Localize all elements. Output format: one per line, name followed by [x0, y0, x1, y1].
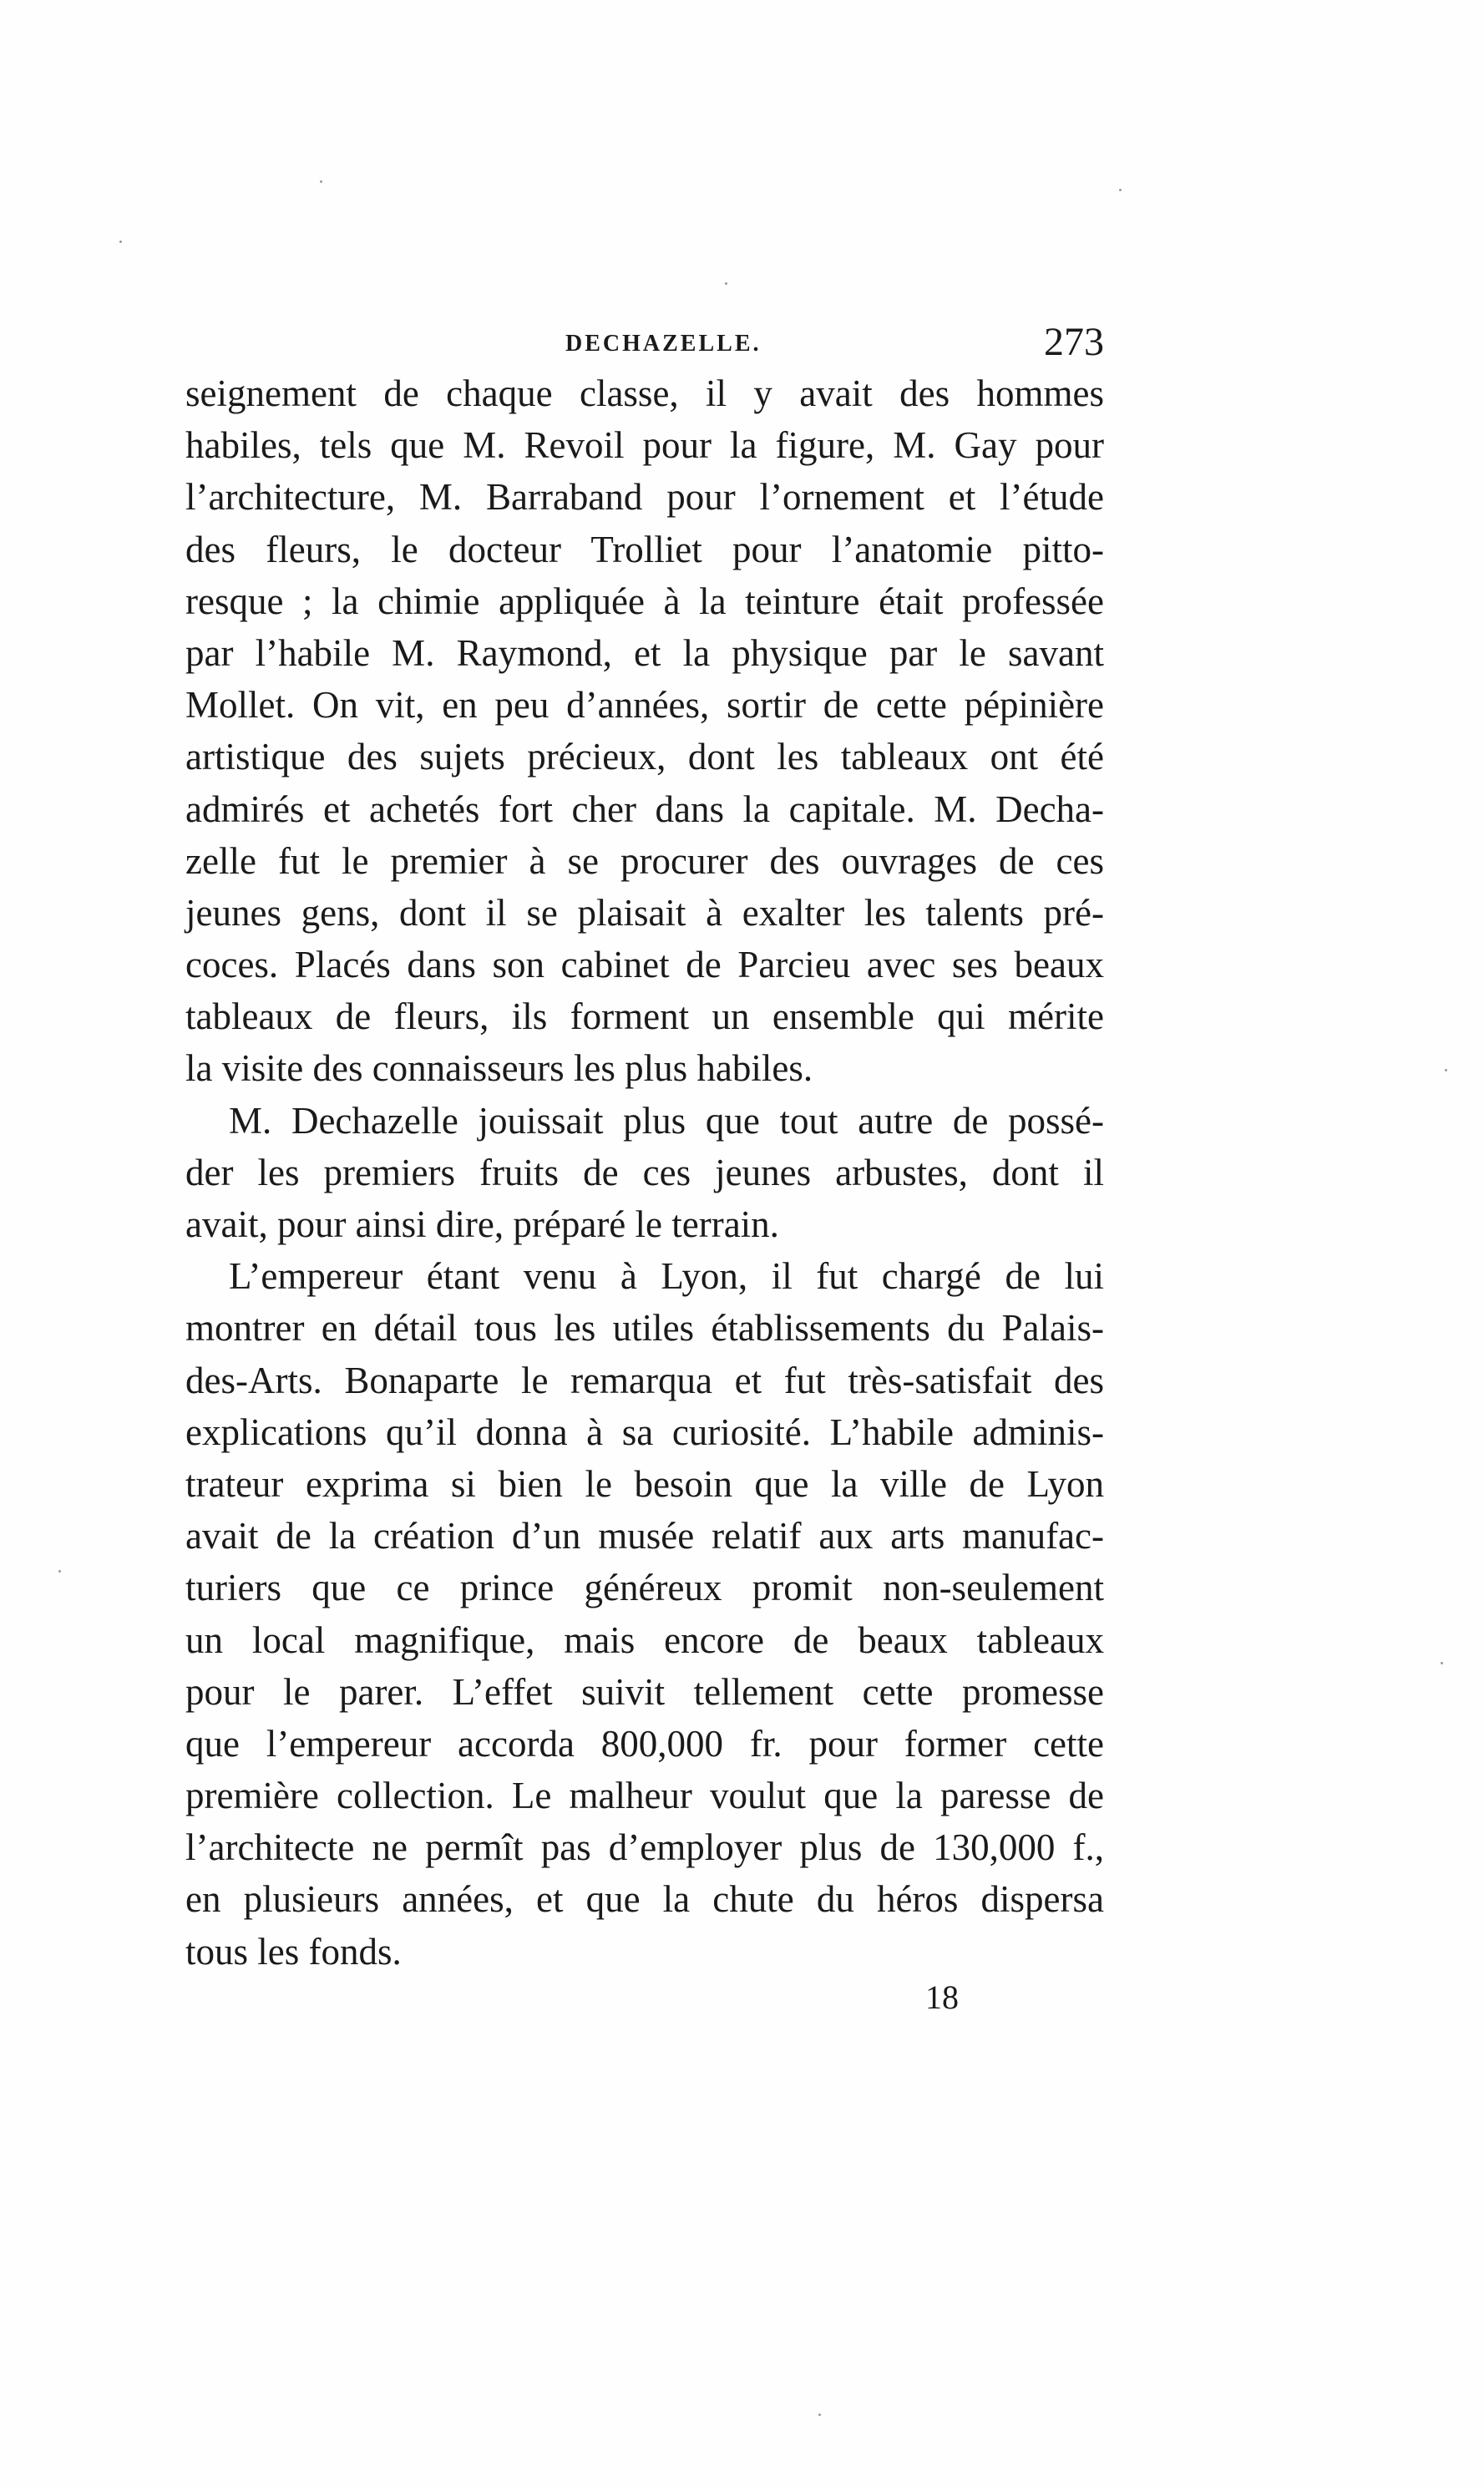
- text-line: habiles, tels que M. Revoil pour la figure, M. Gay pour: [185, 424, 1104, 467]
- scan-speck: [119, 241, 122, 243]
- text-line: zelle fut le premier à se procurer des ouvrages de ces: [185, 839, 1104, 882]
- text-line: en plusieurs années, et que la chute du héros dispersa: [185, 1878, 1104, 1921]
- scan-speck: [58, 1570, 61, 1573]
- scan-speck: [320, 180, 322, 183]
- text-line: der les premiers fruits de ces jeunes arbustes, dont il: [185, 1151, 1104, 1193]
- text-line: un local magnifique, mais encore de beaux tableaux: [185, 1618, 1104, 1661]
- running-head: [185, 319, 1104, 369]
- text-line: première collection. Le malheur voulut que la paresse de: [185, 1775, 1104, 1817]
- text-line: l’architecte ne permît pas d’employer plus de 130,000 f.,: [185, 1826, 1104, 1869]
- text-line: trateur exprima si bien le besoin que la ville de Lyon: [185, 1462, 1104, 1505]
- text-line: jeunes gens, dont il se plaisait à exalter les talents pré-: [185, 891, 1104, 934]
- text-line: tous les fonds.: [185, 1930, 402, 1973]
- text-line: avait de la création d’un musée relatif aux arts manufac-: [185, 1515, 1104, 1558]
- text-line: admirés et achetés fort cher dans la capitale. M. Decha-: [185, 788, 1104, 830]
- text-line: L’empereur étant venu à Lyon, il fut chargé de lui: [229, 1255, 1104, 1298]
- scan-speck: [1445, 1069, 1447, 1071]
- text-line: tableaux de fleurs, ils forment un ensemble qui mérite: [185, 995, 1104, 1038]
- text-line: artistique des sujets précieux, dont les tableaux ont été: [185, 736, 1104, 778]
- scan-speck: [818, 2414, 821, 2416]
- text-line: la visite des connaisseurs les plus habiles.: [185, 1047, 813, 1090]
- text-line: que l’empereur accorda 800,000 fr. pour former cette: [185, 1722, 1104, 1765]
- body-text: [185, 367, 1104, 1978]
- text-line: explications qu’il donna à sa curiosité. L’habile adminis-: [185, 1411, 1104, 1453]
- text-line: Mollet. On vit, en peu d’années, sortir de cette pépinière: [185, 684, 1104, 727]
- text-line: des fleurs, le docteur Trolliet pour l’anatomie pitto-: [185, 528, 1104, 570]
- text-line: coces. Placés dans son cabinet de Parcieu avec ses beaux: [185, 944, 1104, 986]
- text-line: l’architecture, M. Barraband pour l’ornement et l’étude: [185, 476, 1104, 519]
- text-line: avait, pour ainsi dire, préparé le terrain.: [185, 1203, 779, 1245]
- text-line: M. Dechazelle jouissait plus que tout autre de possé-: [229, 1099, 1104, 1142]
- scan-speck: [1119, 189, 1122, 191]
- page-number: 273: [1044, 320, 1104, 364]
- scan-speck: [1441, 1662, 1443, 1664]
- running-title: DECHAZELLE.: [565, 331, 762, 357]
- text-line: par l’habile M. Raymond, et la physique par le savant: [185, 631, 1104, 674]
- text-line: turiers que ce prince généreux promit non-seulement: [185, 1567, 1104, 1609]
- text-line: seignement de chaque classe, il y avait des hommes: [185, 372, 1104, 414]
- text-line: montrer en détail tous les utiles établissements du Palais-: [185, 1307, 1104, 1350]
- text-line: pour le parer. L’effet suivit tellement cette promesse: [185, 1670, 1104, 1713]
- scan-speck: [725, 282, 727, 285]
- signature-mark: 18: [925, 1978, 959, 2016]
- text-line: des-Arts. Bonaparte le remarqua et fut très-satisfait des: [185, 1359, 1104, 1401]
- text-line: resque ; la chimie appliquée à la teinture était professée: [185, 580, 1104, 622]
